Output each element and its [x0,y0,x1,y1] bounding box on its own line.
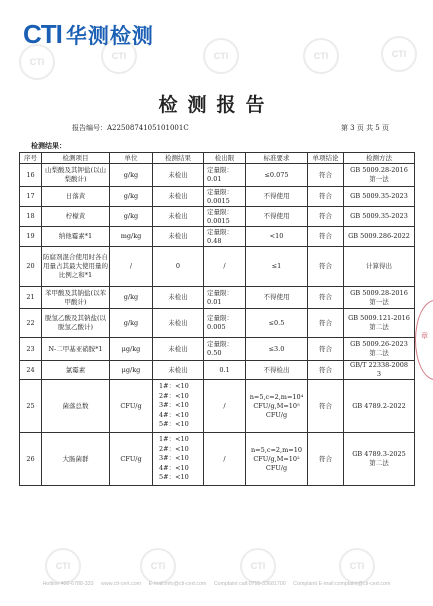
report-number: 报告编号：A2250874105101001C [72,124,189,132]
row-result: 未检出 [153,164,204,187]
row-item: 山梨酸及其钾盐(以山梨酸计) [42,164,110,187]
row-unit: g/kg [110,187,153,207]
row-result: 1#：<10 2#：<10 3#：<10 4#：<10 5#：<10 [153,380,204,433]
row-limit: / [204,380,246,433]
footer-complaint-email: Complaint E-mail:complaint@cti-cert.com [293,581,391,587]
row-requirement: 不得检出 [246,361,308,380]
row-conclusion: 符合 [308,361,344,380]
row-conclusion: 符合 [308,338,344,361]
row-item: 氯霉素 [42,361,110,380]
footer-email: E-mail:info@cti-cert.com [148,581,207,587]
row-limit: / [204,247,246,287]
col-header-item: 检测项目 [42,153,110,164]
row-limit: / [204,433,246,486]
table-row [20,361,415,380]
row-number: 21 [20,287,42,309]
row-unit: CFU/g [110,380,153,433]
row-conclusion: 符合 [308,247,344,287]
table-header-row [20,153,415,164]
row-unit: g/kg [110,164,153,187]
col-header-limit: 检出限 [204,153,246,164]
row-unit: g/kg [110,287,153,309]
row-item: 纳他霉素*1 [42,227,110,247]
watermark-seal: CTI [240,548,276,584]
page-footer [0,581,433,587]
table-row [20,380,415,433]
row-number: 26 [20,433,42,486]
row-number: 23 [20,338,42,361]
table-row [20,338,415,361]
table-row [20,187,415,207]
row-requirement: 不得使用 [246,207,308,227]
row-method: GB 5009.26-2023 第二法 [344,338,415,361]
page-indicator: 第 3 页 共 5 页 [340,124,389,132]
row-limit: 定量限： 0.01 [204,287,246,309]
row-requirement: n=5,c=2,m=10⁴ CFU/g,M=10⁵ CFU/g [246,380,308,433]
watermark-seal: CTI [381,36,417,72]
watermark-seal: CTI [45,548,81,584]
row-unit: CFU/g [110,433,153,486]
row-conclusion: 符合 [308,309,344,338]
row-requirement: n=5,c=2,m=10 CFU/g,M=10² CFU/g [246,433,308,486]
row-result: 未检出 [153,287,204,309]
row-number: 22 [20,309,42,338]
row-conclusion: 符合 [308,380,344,433]
row-unit: / [110,247,153,287]
row-result: 0 [153,247,204,287]
official-stamp: 章 [415,300,433,380]
row-item: N-二甲基亚硝胺*1 [42,338,110,361]
table-row [20,207,415,227]
watermark-seal: CTI [303,38,339,74]
report-title: 检测报告 [158,94,275,116]
row-item: 防腐剂混合使用时各自用量占其最大使用量的比例之和*1 [42,247,110,287]
row-limit: 定量限： 0.50 [204,338,246,361]
row-item: 大肠菌群 [42,433,110,486]
col-header-unit: 单位 [110,153,153,164]
row-item: 菌落总数 [42,380,110,433]
row-result: 未检出 [153,207,204,227]
table-row [20,227,415,247]
row-limit: 定量限： 0.005 [204,309,246,338]
row-number: 24 [20,361,42,380]
row-requirement: ≤0.075 [246,164,308,187]
row-result: 未检出 [153,309,204,338]
row-result: 未检出 [153,338,204,361]
results-label: 检测结果： [31,141,66,150]
table-row [20,433,415,486]
row-conclusion: 符合 [308,227,344,247]
row-result: 未检出 [153,361,204,380]
row-limit: 定量限： 0.0015 [204,207,246,227]
table-row [20,247,415,287]
row-method: GB 5009.28-2016 第一法 [344,164,415,187]
row-result: 未检出 [153,187,204,207]
row-number: 19 [20,227,42,247]
row-number: 20 [20,247,42,287]
row-requirement: ≤1 [246,247,308,287]
company-logo [23,19,154,50]
row-unit: g/kg [110,207,153,227]
row-method: GB 5009.35-2023 [344,187,415,207]
row-method: 计算得出 [344,247,415,287]
row-result: 1#：<10 2#：<10 3#：<10 4#：<10 5#：<10 [153,433,204,486]
row-unit: mg/kg [110,227,153,247]
row-item: 柠檬黄 [42,207,110,227]
results-table [19,152,415,486]
row-number: 17 [20,187,42,207]
row-limit: 0.1 [204,361,246,380]
footer-website: www.cti-cert.com [101,581,142,587]
row-conclusion: 符合 [308,207,344,227]
watermark-seal: CTI [101,38,137,74]
col-header-result: 检测结果 [153,153,204,164]
row-method: GB 5009.28-2016 第一法 [344,287,415,309]
row-conclusion: 符合 [308,433,344,486]
row-item: 日落黄 [42,187,110,207]
row-unit: μg/kg [110,361,153,380]
table-row [20,164,415,187]
row-limit: 定量限： 0.48 [204,227,246,247]
row-conclusion: 符合 [308,287,344,309]
row-method: GB 5009.286-2022 [344,227,415,247]
row-method: GB/T 22338-2008 3 [344,361,415,380]
watermark-seal: CTI [203,38,239,74]
col-header-method: 检测方法 [344,153,415,164]
row-requirement: <10 [246,227,308,247]
row-number: 25 [20,380,42,433]
row-limit: 定量限： 0.0015 [204,187,246,207]
col-header-requirement: 标准要求 [246,153,308,164]
footer-complaint-call: Complaint call:0755-33681700 [213,581,286,587]
row-number: 16 [20,164,42,187]
row-method: GB 5009.35-2023 [344,207,415,227]
row-result: 未检出 [153,227,204,247]
watermark-seal: CTI [19,44,55,80]
watermark-seal: CTI [140,548,176,584]
footer-hotline: Hotline:400-6788-333 [42,581,94,587]
row-item: 脱氢乙酸及其钠盐(以脱氢乙酸计) [42,309,110,338]
row-conclusion: 符合 [308,164,344,187]
row-number: 18 [20,207,42,227]
logo-latin: CTI [23,19,62,49]
row-unit: μg/kg [110,338,153,361]
row-method: GB 4789.2-2022 [344,380,415,433]
row-method: GB 4789.3-2025 第二法 [344,433,415,486]
table-row [20,309,415,338]
row-requirement: ≤0.5 [246,309,308,338]
row-requirement: ≤3.0 [246,338,308,361]
row-conclusion: 符合 [308,187,344,207]
row-requirement: 不得使用 [246,187,308,207]
row-limit: 定量限： 0.01 [204,164,246,187]
row-requirement: 不得使用 [246,287,308,309]
col-header-conclusion: 单项结论 [308,153,344,164]
col-header-no: 序号 [20,153,42,164]
logo-chinese: 华测检测 [65,23,154,48]
table-row [20,287,415,309]
row-unit: g/kg [110,309,153,338]
row-method: GB 5009.121-2016 第二法 [344,309,415,338]
row-item: 苯甲酸及其钠盐(以苯甲酸计) [42,287,110,309]
watermark-seal: CTI [339,548,375,584]
